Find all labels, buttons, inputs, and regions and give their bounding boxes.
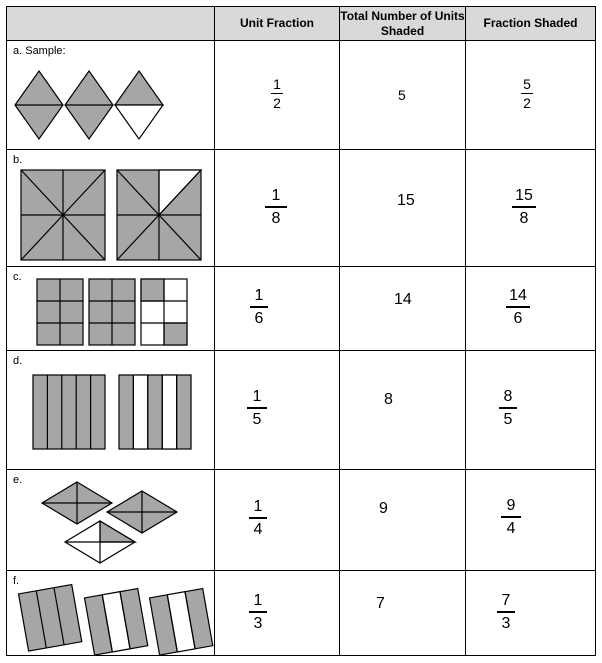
picture-cell xyxy=(7,470,215,571)
total-cell xyxy=(340,41,466,150)
denominator: 5 xyxy=(503,411,513,428)
strips-figure xyxy=(7,351,215,470)
numerator: 1 xyxy=(271,187,281,204)
numerator: 1 xyxy=(253,592,263,609)
numerator: 15 xyxy=(515,187,533,204)
total-value: 8 xyxy=(384,391,393,408)
fraction-bar xyxy=(501,516,521,518)
row-label: f. xyxy=(13,575,20,587)
header-total-units: Total Number of Units Shaded xyxy=(340,7,466,41)
fraction-bar xyxy=(250,306,268,308)
total-cell xyxy=(340,351,466,470)
total-cell xyxy=(340,571,466,656)
grids-figure xyxy=(7,267,215,351)
unit-fraction-cell xyxy=(215,351,340,470)
numerator: 9 xyxy=(506,497,516,514)
row-label: a. Sample: xyxy=(13,45,66,57)
unit-fraction-cell xyxy=(215,470,340,571)
squares-figure xyxy=(7,150,215,267)
table-row xyxy=(7,267,596,351)
shaded-cell xyxy=(466,267,596,351)
table-row xyxy=(7,571,596,656)
total-value: 5 xyxy=(398,87,406,103)
numerator: 14 xyxy=(509,287,527,304)
fraction-bar xyxy=(521,93,533,94)
picture-cell xyxy=(7,267,215,351)
unit-fraction-cell xyxy=(215,41,340,150)
denominator: 4 xyxy=(253,521,263,538)
numerator: 5 xyxy=(523,76,531,92)
numerator: 1 xyxy=(254,287,264,304)
denominator: 2 xyxy=(523,95,531,111)
rhombi-figure xyxy=(7,470,215,571)
fraction-bar xyxy=(249,611,267,613)
fraction-bar xyxy=(265,206,287,208)
picture-cell xyxy=(7,150,215,267)
row-label: d. xyxy=(13,355,23,367)
header-picture xyxy=(7,7,215,41)
fraction-bar xyxy=(499,407,517,409)
table-row xyxy=(7,470,596,571)
header-row xyxy=(7,7,596,41)
total-value: 15 xyxy=(397,192,415,209)
denominator: 3 xyxy=(501,615,511,632)
total-cell xyxy=(340,470,466,571)
total-cell xyxy=(340,267,466,351)
table-row xyxy=(7,41,596,150)
fraction-bar xyxy=(497,611,515,613)
fraction-bar xyxy=(506,306,530,308)
denominator: 2 xyxy=(273,95,281,111)
shaded-cell xyxy=(466,41,596,150)
total-value: 14 xyxy=(394,291,412,308)
fraction-bar xyxy=(271,93,283,94)
row-label: c. xyxy=(13,271,22,283)
unit-fraction-cell xyxy=(215,571,340,656)
numerator: 1 xyxy=(273,76,281,92)
table-row xyxy=(7,351,596,470)
header-fraction-shaded: Fraction Shaded xyxy=(466,7,596,41)
fraction-bar xyxy=(247,407,267,409)
fraction-bar xyxy=(249,517,267,519)
denominator: 8 xyxy=(271,210,281,227)
fraction-table xyxy=(6,6,596,656)
diamonds-figure xyxy=(7,41,215,150)
denominator: 4 xyxy=(506,520,516,537)
row-label: e. xyxy=(13,474,23,486)
denominator: 8 xyxy=(519,210,529,227)
shaded-cell xyxy=(466,351,596,470)
picture-cell xyxy=(7,571,215,656)
picture-cell xyxy=(7,351,215,470)
tilted-rects-figure xyxy=(7,571,215,656)
denominator: 3 xyxy=(253,615,263,632)
unit-fraction-cell xyxy=(215,150,340,267)
row-label: b. xyxy=(13,154,23,166)
numerator: 1 xyxy=(253,498,263,515)
shaded-cell xyxy=(466,470,596,571)
header-unit-fraction: Unit Fraction xyxy=(215,7,340,41)
numerator: 8 xyxy=(503,388,513,405)
denominator: 6 xyxy=(513,310,523,327)
total-cell xyxy=(340,150,466,267)
picture-cell xyxy=(7,41,215,150)
total-value: 7 xyxy=(376,595,385,612)
shaded-cell xyxy=(466,571,596,656)
numerator: 7 xyxy=(501,592,511,609)
table-row xyxy=(7,150,596,267)
unit-fraction-cell xyxy=(215,267,340,351)
total-value: 9 xyxy=(379,500,388,517)
numerator: 1 xyxy=(252,388,262,405)
denominator: 5 xyxy=(252,411,262,428)
denominator: 6 xyxy=(254,310,264,327)
shaded-cell xyxy=(466,150,596,267)
fraction-bar xyxy=(512,206,536,208)
